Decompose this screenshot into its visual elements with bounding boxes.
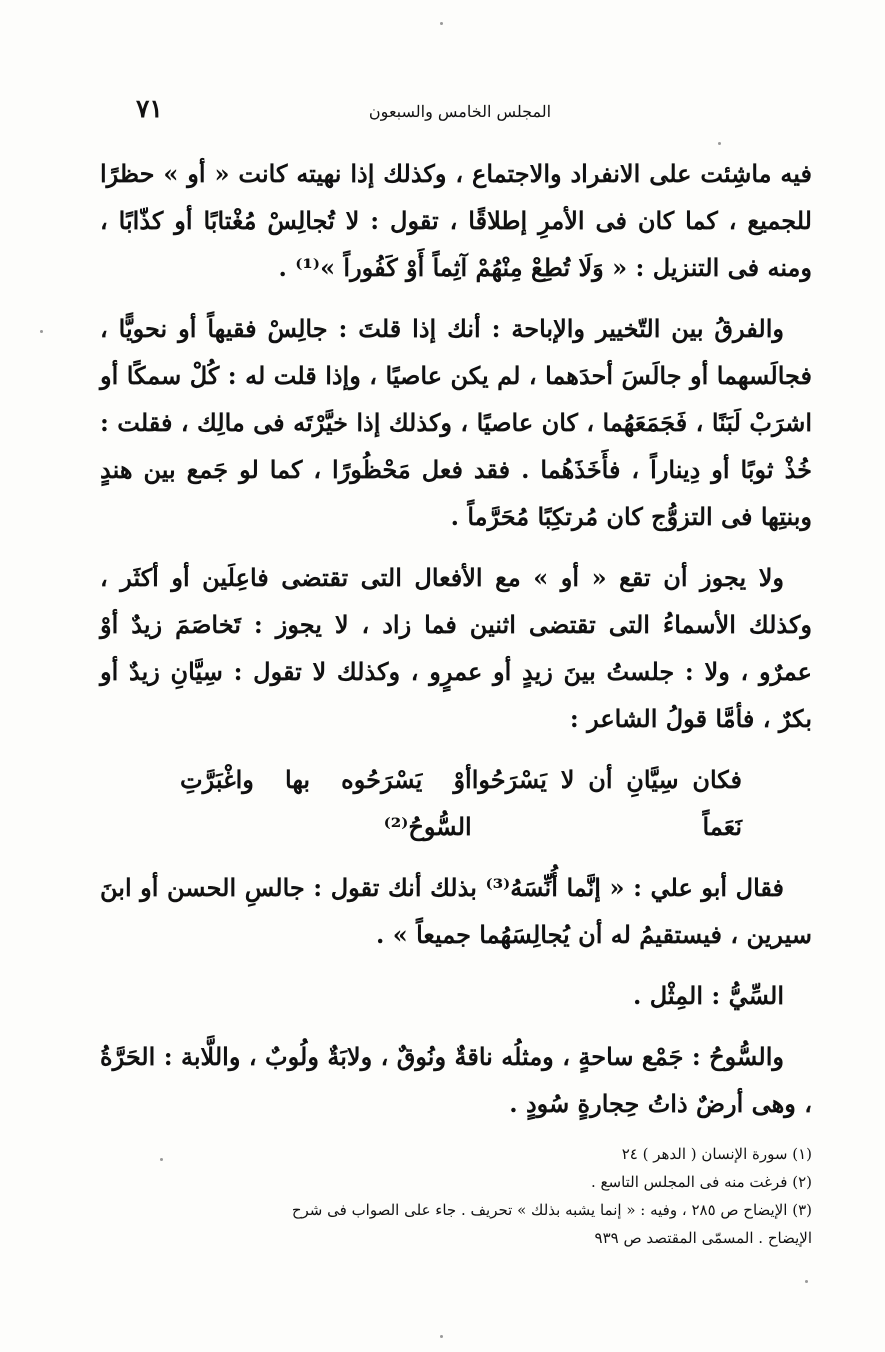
footnotes [100,1140,812,1252]
poetry-verse [100,756,812,850]
footnote: (٣) الإيضاح ص ٢٨٥ ، وفيه : « إنما يشبه بذلك » تحريف . جاء على الصواب فى شرح [291,1201,812,1219]
running-title: المجلس الخامس والسبعون [368,102,552,121]
verse-first-hemistich: فكان سِيَّانِ أن لا يَسْرَحُوا نَعَماً [471,765,742,841]
paragraph: والفرقُ بين التّخيير والإباحة : أنك إذا قلتَ : جالِسْ فقيهاً أو نحويًّا ، فجالَسهما أو جالَسَ أحدَهما ، لم يكن عاصيًا ، وإذا قلت له : كُلْ سمكًا أو اشرَبْ لَبَنًا ، فَجَمَعَهُما ، كان عاصيًا ، وكذلك إذا خيَّرْتَه فى مالِك ، فقلت : خُذْ ثوبًا أو دِيناراً ، فأَخَذَهُما . فقد فعل مَحْظُورًا ، كما لو جَمع بين هندٍ وبنتِها فى التزوُّج كان مُرتكِبًا مُحَرَّماً . [100,314,812,531]
page-header [100,92,820,132]
scan-speck [40,330,43,333]
paragraph: السِّيُّ : المِثْل . [633,981,784,1010]
paragraph: فقال أبو علي : « إنَّما أُنِّسَهُ⁽³⁾ بذلك أنك تقول : جالسِ الحسن أو ابنَ سيرين ، فيستقيمُ له أن يُجالِسَهُما جميعاً » . [100,873,812,949]
main-text [100,150,812,1141]
paragraph: والسُّوحُ : جَمْع ساحةٍ ، ومثلُه ناقةٌ ونُوقٌ ، ولابَةٌ ولُوبٌ ، واللَّابة : الحَرَّةُ ، وهى أرضٌ ذاتُ حِجارةٍ سُودٍ . [100,1042,812,1118]
page-number: ٧١ [136,94,163,123]
footnote-continuation: الإيضاح . المسمّى المقتصد ص ٩٣٩ [594,1229,812,1247]
scan-speck [718,142,721,145]
scan-speck [440,22,443,25]
paragraph: فيه ماشِئت على الانفراد والاجتماع ، وكذلك إذا نهيته كانت « أو » حظرًا للجميع ، كما كان فى الأمرِ إطلاقًا ، تقول : لا تُجالِسْ مُغْتابًا أو كذّابًا ، ومنه فى التنزيل : « وَلَا تُطِعْ مِنْهُمْ آثِماً أَوْ كَفُوراً »⁽¹⁾ . [100,159,812,282]
scan-speck [805,1280,808,1283]
scan-speck [160,1158,163,1161]
scan-speck [440,1335,443,1338]
footnote: (١) سورة الإنسان ( الدهر ) ٢٤ [621,1145,812,1163]
paragraph: ولا يجوز أن تقع « أو » مع الأفعال التى تقتضى فاعِلَين أو أكثَر ، وكذلك الأسماءُ التى تقتضى اثنين فما زاد ، لا يجوز : تَخاصَمَ زيدٌ أوْ عمرٌو ، ولا : جلستُ بينَ زيدٍ أو عمرٍو ، وكذلك لا تقول : سِيَّانِ زيدٌ أو بكرٌ ، فأمَّا قولُ الشاعر : [100,563,812,733]
footnote: (٢) فرغت منه فى المجلس التاسع . [590,1173,812,1191]
verse-second-hemistich: أوْ يَسْرَحُوه بها واغْبَرَّتِ السُّوحُ⁽²⁾ [180,765,472,841]
